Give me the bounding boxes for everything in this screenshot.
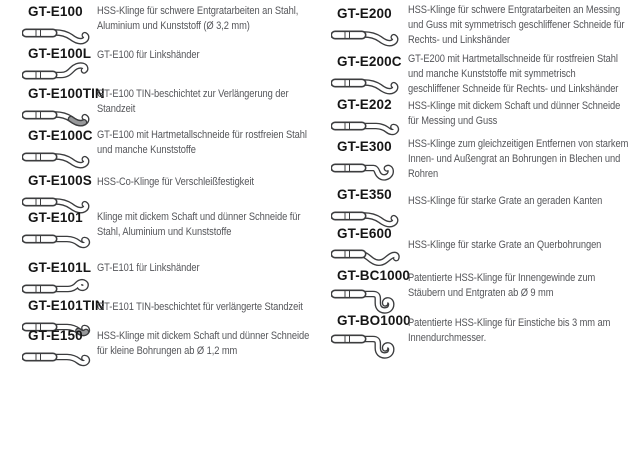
product-description: HSS-Klinge für starke Grate an geraden Kanten [408, 195, 603, 207]
product-code: GT-E101L [28, 260, 92, 275]
deburring-blade-icon [331, 153, 401, 187]
product-description: Patentierte HSS-Klinge für Innengewinde zum Stäubern und Entgraten ab Ø 9 mm [408, 272, 596, 299]
product-code: GT-E200 [337, 6, 392, 21]
deburring-blade-icon [22, 224, 92, 258]
product-code: GT-E100S [28, 173, 92, 188]
product-code: GT-E101TIN [28, 298, 105, 313]
product-description: Klinge mit dickem Schaft und dünner Schneide für Stahl, Aluminium und Kunststoffe [97, 211, 301, 238]
product-code: GT-E100 [28, 4, 83, 19]
product-code: GT-E100L [28, 46, 92, 61]
product-column-right [337, 0, 637, 450]
product-code: GT-E202 [337, 97, 392, 112]
product-code: GT-E350 [337, 187, 392, 202]
product-column-left [28, 0, 320, 450]
product-code: GT-E150 [28, 328, 83, 343]
product-code: GT-E300 [337, 139, 392, 154]
product-code: GT-E200C [337, 54, 402, 69]
product-description: GT-E200 mit Hartmetallschneide für rostfreien Stahl und manche Kunststoffe mit symmetrisch geschliffener Schneide für Rechts- und Linkshänder [408, 53, 619, 95]
product-description: HSS-Klinge für schwere Entgratarbeiten an Messing und Guss mit symmetrisch geschliffener Schneide für Rechts- und Linkshänder [408, 4, 625, 46]
product-description: GT-E100 mit Hartmetallschneide für rostfreien Stahl und manche Kunststoffe [97, 129, 307, 156]
product-description: GT-E100 TIN-beschichtet zur Verlängerung der Standzeit [97, 88, 289, 115]
product-description: Patentierte HSS-Klinge für Einstiche bis 3 mm am Innendurchmesser. [408, 317, 611, 344]
product-description: HSS-Klinge mit dickem Schaft und dünner Schneide für Messing und Guss [408, 100, 621, 127]
product-description: GT-E101 für Linkshänder [97, 262, 200, 274]
product-code: GT-BC1000 [337, 268, 410, 283]
product-description: GT-E100 für Linkshänder [97, 49, 200, 61]
product-code: GT-E100C [28, 128, 93, 143]
product-code: GT-E101 [28, 210, 83, 225]
deburring-blade-icon [331, 327, 401, 361]
deburring-blade-icon [22, 342, 92, 376]
product-code: GT-E600 [337, 226, 392, 241]
product-description: HSS-Klinge für starke Grate an Querbohrungen [408, 239, 602, 251]
product-code: GT-BO1000 [337, 313, 411, 328]
product-code: GT-E100TIN [28, 86, 105, 101]
product-description: GT-E101 TIN-beschichtet für verlängerte Standzeit [97, 301, 303, 313]
product-description: HSS-Klinge für schwere Entgratarbeiten an Stahl, Aluminium und Kunststoff (Ø 3,2 mm) [97, 5, 299, 32]
product-description: HSS-Klinge zum gleichzeitigen Entfernen von starkem Innen- und Außengrat an Bohrungen in Blechen und Rohren [408, 138, 629, 180]
product-description: HSS-Co-Klinge für Verschleißfestigkeit [97, 176, 254, 188]
product-description: HSS-Klinge mit dickem Schaft und dünner Schneide für kleine Bohrungen ab Ø 1,2 mm [97, 330, 310, 357]
deburring-blade-icon [331, 282, 401, 316]
deburring-blade-icon [331, 20, 401, 54]
deburring-blade-icon [22, 142, 92, 176]
